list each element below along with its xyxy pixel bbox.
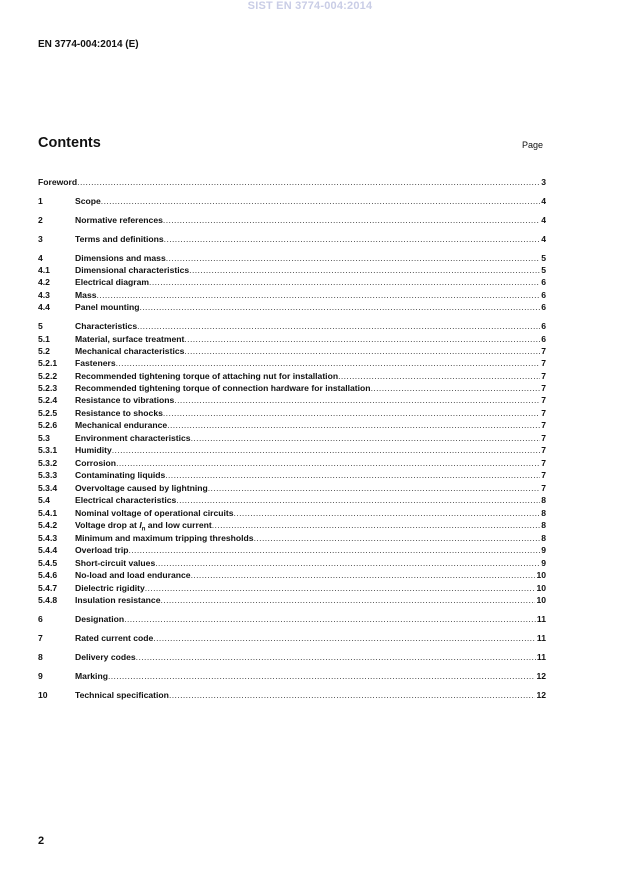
- toc-entry-title: Delivery codes: [75, 652, 136, 662]
- toc-entry-page: 4: [541, 196, 546, 206]
- toc-entry-number: 7: [38, 633, 43, 643]
- toc-leader-dots: [165, 469, 540, 481]
- toc-entry[interactable]: [38, 507, 546, 519]
- toc-leader-dots: [116, 457, 540, 469]
- toc-leader-dots: [139, 301, 540, 313]
- toc-entry-page: 11: [536, 633, 546, 643]
- toc-entry-number: 5.3.4: [38, 483, 58, 493]
- toc-entry-title: Material, surface treatment: [75, 334, 185, 344]
- toc-entry-number: 4.3: [38, 290, 50, 300]
- toc-leader-dots: [338, 370, 540, 382]
- toc-entry-title: Recommended tightening torque of attaching nut for installation: [75, 371, 339, 381]
- toc-leader-dots: [184, 345, 540, 357]
- contents-heading: Contents: [38, 135, 101, 151]
- toc-entry[interactable]: [38, 276, 546, 288]
- toc-leader-dots: [155, 557, 540, 569]
- toc-entry-title: Short-circuit values: [75, 558, 156, 568]
- toc-entry-title: Contaminating liquids: [75, 470, 166, 480]
- toc-entry-number: 4.1: [38, 265, 50, 275]
- toc-entry-number: 2: [38, 215, 43, 225]
- toc-entry-number: 5.4: [38, 495, 50, 505]
- toc-entry[interactable]: [38, 444, 546, 456]
- toc-entry-page: 7: [541, 470, 546, 480]
- page-number: 2: [38, 835, 45, 847]
- toc-entry[interactable]: [38, 519, 546, 531]
- toc-entry-page: 8: [541, 508, 546, 518]
- toc-leader-dots: [116, 357, 541, 369]
- toc-entry-title: Dielectric rigidity: [75, 583, 145, 593]
- toc-entry-page: 3: [541, 177, 546, 187]
- toc-entry[interactable]: [38, 252, 546, 264]
- toc-entry-page: 6: [541, 277, 546, 287]
- toc-entry-page: 5: [541, 265, 546, 275]
- toc-entry-number: 4: [38, 253, 43, 263]
- toc-entry-title: Characteristics: [75, 321, 138, 331]
- toc-leader-dots: [149, 276, 540, 288]
- toc-entry-title: Insulation resistance: [75, 595, 161, 605]
- toc-entry-title: Humidity: [75, 445, 112, 455]
- toc-entry-page: 10: [536, 595, 546, 605]
- toc-entry-page: 9: [541, 545, 546, 555]
- toc-entry-number: 5: [38, 321, 43, 331]
- toc-entry-title: Dimensional characteristics: [75, 265, 190, 275]
- toc-entry-page: 11: [536, 614, 546, 624]
- toc-entry[interactable]: [38, 482, 546, 494]
- toc-entry-page: 4: [541, 234, 546, 244]
- toc-entry[interactable]: [38, 651, 546, 663]
- toc-entry-page: 9: [541, 558, 546, 568]
- toc-entry[interactable]: [38, 582, 546, 594]
- toc-leader-dots: [163, 407, 540, 419]
- toc-leader-dots: [112, 444, 540, 456]
- toc-entry-title: Corrosion: [75, 458, 117, 468]
- toc-leader-dots: [163, 214, 540, 226]
- toc-leader-dots: [124, 613, 536, 625]
- toc-leader-dots: [145, 582, 536, 594]
- toc-entry-title: Marking: [75, 671, 108, 681]
- toc-entry-title: Panel mounting: [75, 302, 140, 312]
- toc-entry-title: Overvoltage caused by lightning: [75, 483, 208, 493]
- toc-leader-dots: [191, 432, 541, 444]
- toc-leader-dots: [101, 195, 540, 207]
- toc-entry-title: No-load and load endurance: [75, 570, 191, 580]
- toc-leader-dots: [208, 482, 540, 494]
- toc-entry-page: 5: [541, 253, 546, 263]
- toc-entry[interactable]: [38, 689, 546, 701]
- toc-entry-title: Nominal voltage of operational circuits: [75, 508, 234, 518]
- toc-entry[interactable]: [38, 214, 546, 226]
- toc-leader-dots: [254, 532, 541, 544]
- toc-entry[interactable]: [38, 557, 546, 569]
- toc-entry[interactable]: [38, 457, 546, 469]
- toc-entry-page: 7: [541, 358, 546, 368]
- toc-entry-title: Recommended tightening torque of connection hardware for installation: [75, 383, 371, 393]
- toc-entry-title: Electrical diagram: [75, 277, 150, 287]
- toc-entry-page: 11: [536, 652, 546, 662]
- toc-entry-page: 7: [541, 346, 546, 356]
- toc-entry-number: 5.4.6: [38, 570, 58, 580]
- page-column-label: Page: [522, 140, 544, 150]
- toc-entry-number: 1: [38, 196, 43, 206]
- toc-leader-dots: [97, 289, 541, 301]
- toc-leader-dots: [184, 333, 540, 345]
- toc-entry-title: Voltage drop at $I_n$ and low current: [75, 520, 212, 533]
- toc-entry-number: 5.2.6: [38, 420, 58, 430]
- toc-leader-dots: [136, 651, 536, 663]
- toc-leader-dots: [137, 320, 540, 332]
- toc-entry[interactable]: [38, 233, 546, 245]
- toc-entry-title: Designation: [75, 614, 125, 624]
- toc-entry[interactable]: [38, 494, 546, 506]
- toc-entry-page: 6: [541, 334, 546, 344]
- toc-entry[interactable]: [38, 469, 546, 481]
- toc-entry-title: Resistance to shocks: [75, 408, 163, 418]
- toc-leader-dots: [128, 544, 540, 556]
- toc-leader-dots: [164, 233, 541, 245]
- toc-entry-number: 4.4: [38, 302, 50, 312]
- toc-entry-number: 4.2: [38, 277, 50, 287]
- toc-entry-number: 5.3.2: [38, 458, 58, 468]
- toc-entry[interactable]: [38, 407, 546, 419]
- toc-entry-page: 12: [536, 690, 546, 700]
- toc-entry-number: 5.2.5: [38, 408, 58, 418]
- toc-entry-title: Terms and definitions: [75, 234, 164, 244]
- toc-leader-dots: [167, 419, 540, 431]
- toc-entry-number: 5.4.8: [38, 595, 58, 605]
- toc-entry[interactable]: [38, 569, 546, 581]
- toc-entry-title: Electrical characteristics: [75, 495, 177, 505]
- toc-entry-page: 7: [541, 420, 546, 430]
- toc-entry-page: 10: [536, 570, 546, 580]
- toc-entry[interactable]: [38, 532, 546, 544]
- toc-entry-number: 8: [38, 652, 43, 662]
- toc-entry[interactable]: [38, 594, 546, 606]
- toc-entry-page: 10: [536, 583, 546, 593]
- toc-leader-dots: [371, 382, 541, 394]
- toc-entry[interactable]: [38, 357, 546, 369]
- toc-entry-number: 3: [38, 234, 43, 244]
- toc-leader-dots: [234, 507, 541, 519]
- toc-entry[interactable]: [38, 544, 546, 556]
- toc-entry-page: 6: [541, 321, 546, 331]
- toc-entry-page: 6: [541, 290, 546, 300]
- toc-entry-title: Resistance to vibrations: [75, 395, 175, 405]
- toc-entry[interactable]: [38, 632, 546, 644]
- toc-entry-title: Technical specification: [75, 690, 169, 700]
- toc-entry-page: 7: [541, 483, 546, 493]
- toc-entry-number: 5.3.1: [38, 445, 58, 455]
- toc-entry[interactable]: [38, 345, 546, 357]
- toc-entry-number: 5.2.2: [38, 371, 58, 381]
- toc-entry-number: 5.4.7: [38, 583, 58, 593]
- toc-entry-number: 5.2.4: [38, 395, 58, 405]
- toc-entry-number: 6: [38, 614, 43, 624]
- toc-entry-title: Scope: [75, 196, 101, 206]
- toc-entry[interactable]: [38, 320, 546, 332]
- toc-entry[interactable]: [38, 432, 546, 444]
- toc-entry-number: 5.4.3: [38, 533, 58, 543]
- toc-entry[interactable]: [38, 670, 546, 682]
- toc-entry[interactable]: [38, 613, 546, 625]
- toc-leader-dots: [189, 264, 540, 276]
- toc-entry[interactable]: [38, 195, 546, 207]
- watermark: SIST EN 3774-004:2014: [247, 0, 373, 12]
- toc-entry-number: 5.4.4: [38, 545, 58, 555]
- toc-entry-page: 7: [541, 395, 546, 405]
- toc-entry-page: 4: [541, 215, 546, 225]
- toc-entry-page: 7: [541, 445, 546, 455]
- toc-entry[interactable]: [38, 301, 546, 313]
- toc-entry-number: 5.2.1: [38, 358, 58, 368]
- toc-entry-page: 8: [541, 533, 546, 543]
- toc-leader-dots: [77, 176, 540, 188]
- toc-entry[interactable]: [38, 264, 546, 276]
- toc-entry[interactable]: [38, 394, 546, 406]
- toc-entry-page: 8: [541, 520, 546, 530]
- toc-entry-page: 6: [541, 302, 546, 312]
- toc-entry-page: 7: [541, 458, 546, 468]
- toc-leader-dots: [153, 632, 536, 644]
- toc-entry-page: 12: [536, 671, 546, 681]
- toc-leader-dots: [169, 689, 536, 701]
- toc-entry-page: 7: [541, 383, 546, 393]
- toc-entry-title: Dimensions and mass: [75, 253, 166, 263]
- toc-leader-dots: [174, 394, 540, 406]
- toc-entry-number: 5.1: [38, 334, 50, 344]
- toc-leader-dots: [212, 519, 540, 531]
- toc-entry-page: 8: [541, 495, 546, 505]
- toc-entry-number: 5.2: [38, 346, 50, 356]
- toc-entry-page: 7: [541, 408, 546, 418]
- toc-leader-dots: [166, 252, 540, 264]
- document-id: EN 3774-004:2014 (E): [38, 39, 139, 50]
- toc-entry-number: 5.2.3: [38, 383, 58, 393]
- toc-entry-title: Mechanical endurance: [75, 420, 168, 430]
- toc-entry[interactable]: [38, 333, 546, 345]
- toc-leader-dots: [108, 670, 535, 682]
- toc-entry-number: 5.4.5: [38, 558, 58, 568]
- toc-entry-number: 9: [38, 671, 43, 681]
- toc-leader-dots: [176, 494, 540, 506]
- toc-entry[interactable]: [38, 289, 546, 301]
- toc-entry-number: 5.3.3: [38, 470, 58, 480]
- toc-entry-number: 5.4.1: [38, 508, 58, 518]
- toc-entry[interactable]: [38, 419, 546, 431]
- toc-entry-title: Mechanical characteristics: [75, 346, 185, 356]
- toc-entry-page: 7: [541, 371, 546, 381]
- toc-entry-title: Foreword: [38, 177, 78, 187]
- toc-entry-title: Environment characteristics: [75, 433, 191, 443]
- toc-entry-title: Minimum and maximum tripping thresholds: [75, 533, 254, 543]
- toc-leader-dots: [191, 569, 536, 581]
- toc-entry[interactable]: [38, 382, 546, 394]
- toc-entry-title: Fasteners: [75, 358, 116, 368]
- toc-entry-number: 10: [38, 690, 48, 700]
- toc-entry-title: Overload trip: [75, 545, 129, 555]
- toc-entry-number: 5.3: [38, 433, 50, 443]
- toc-entry-title: Mass: [75, 290, 97, 300]
- toc-entry[interactable]: [38, 370, 546, 382]
- toc-entry-page: 7: [541, 433, 546, 443]
- toc-entry-title: Rated current code: [75, 633, 154, 643]
- toc-leader-dots: [161, 594, 536, 606]
- toc-entry[interactable]: [38, 176, 546, 188]
- toc-entry-title: Normative references: [75, 215, 163, 225]
- toc-entry-number: 5.4.2: [38, 520, 58, 530]
